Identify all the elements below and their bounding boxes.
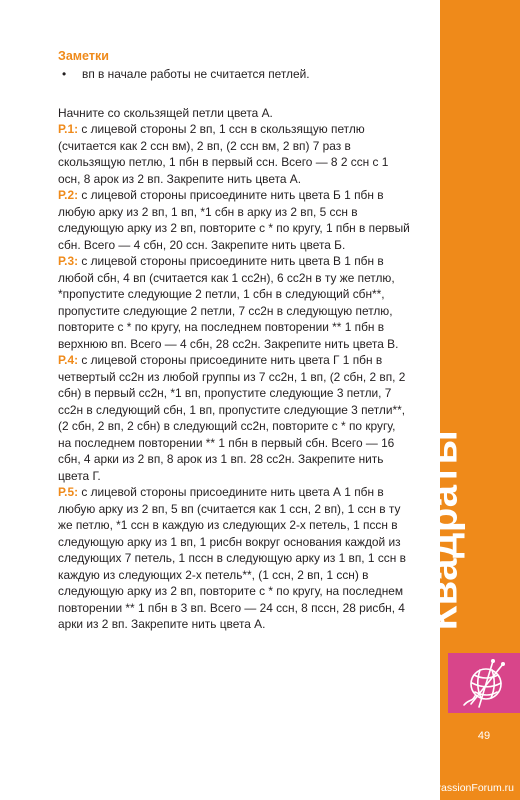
row-label: Р.3:	[58, 254, 79, 268]
row-text: с лицевой стороны присоедините нить цвета Г 1 пбн в четвертый сс2н из любой группы из 7 сс2н, 1 вп, (2 сбн, 2 вп, 2 сбн) в первый сс2н, *1 вп, пропустите следующие 3 петли, 7 сс2н в следующий сбн, 1 вп, пропустите следующие 3 петли**, (2 сбн, 2 вп, 2 сбн) в следующий сс2н, повторите с * по кругу, на последнем повторении ** 1 пбн в первый сбн. Всего — 16 сбн, 4 арки из 2 вп, 8 арок из 1 вп. 28 сс2н. Закрепите нить цвета Г.	[58, 353, 406, 483]
main-content	[58, 48, 410, 633]
row-instruction	[58, 352, 410, 484]
intro-text: Начните со скользящей петли цвета А.	[58, 105, 273, 120]
notes-title: Заметки	[58, 49, 109, 63]
row-instruction	[58, 187, 410, 253]
notes-item-text: вп в начале работы не считается петлей.	[82, 67, 310, 81]
page-number: 49	[477, 730, 491, 742]
yarn-ball-with-needles-icon	[448, 653, 520, 713]
row-instruction	[58, 121, 410, 187]
row-label: Р.4:	[58, 353, 79, 367]
row-text: с лицевой стороны присоедините нить цвета А 1 пбн в любую арку из 2 вп, 5 вп (считается как 1 ссн, 2 вп), 1 ссн в ту же петлю, *1 ссн в каждую из следующих 2-х петель, 1 пссн в следующую арку из 1 вп, 1 рисбн вокруг основания каждой из следующих 7 петель, 1 пссн в следующую арку из 1 вп, 1 ссн в каждую из следующих 2-х петель**, (1 ссн, 2 вп, 1 ссн) в следующую арку из 2 вп, повторите с * по кругу, на последнем повторении ** 1 пбн в 3 вп. Всего — 24 ссн, 8 пссн, 28 рисбн, 4 арки из 2 вп. Закрепите нить цвета А.	[58, 485, 406, 631]
row-instruction	[58, 253, 410, 352]
row-text: с лицевой стороны присоедините нить цвета Б 1 пбн в любую арку из 2 вп, 1 вп, *1 сбн в арку из 2 вп, 5 ссн в следующую арку из 2 вп, повторите с * по кругу, 1 пбн в первый сбн. Всего — 4 сбн, 20 ссн. Закрепите нить цвета Б.	[58, 188, 410, 252]
watermark: PassionForum.ru	[434, 782, 514, 794]
section-title: Квадраты	[421, 429, 466, 631]
row-label: Р.2:	[58, 188, 79, 202]
row-label: Р.1:	[58, 122, 79, 136]
row-text: с лицевой стороны 2 вп, 1 ссн в скользящую петлю (считается как 2 ссн вм), 2 вп, (2 ссн вм, 2 вп) 7 раз в скользящую петлю, 1 пбн в первый ссн. Всего — 8 2 ссн с 1 осн, 8 арок из 2 вп. Закрепите нить цвета А.	[58, 122, 389, 186]
notes-item	[58, 66, 410, 83]
row-label: Р.5:	[58, 485, 79, 499]
bullet-icon: •	[62, 67, 67, 81]
row-text: с лицевой стороны присоедините нить цвета В 1 пбн в любой сбн, 4 вп (считается как 1 сс2н), 6 сс2н в ту же петлю, *пропустите следующие 2 петли, 1 сбн в следующий сбн**, пропустите следующие 2 петли, 7 сс2н в следующую петлю, повторите с * по кругу, на последнем повторении ** 1 пбн в верхнюю вп. Всего — 4 сбн, 28 сс2н. Закрепите нить цвета В.	[58, 254, 399, 351]
row-instruction	[58, 484, 410, 633]
yarn-icon-box	[448, 653, 520, 713]
